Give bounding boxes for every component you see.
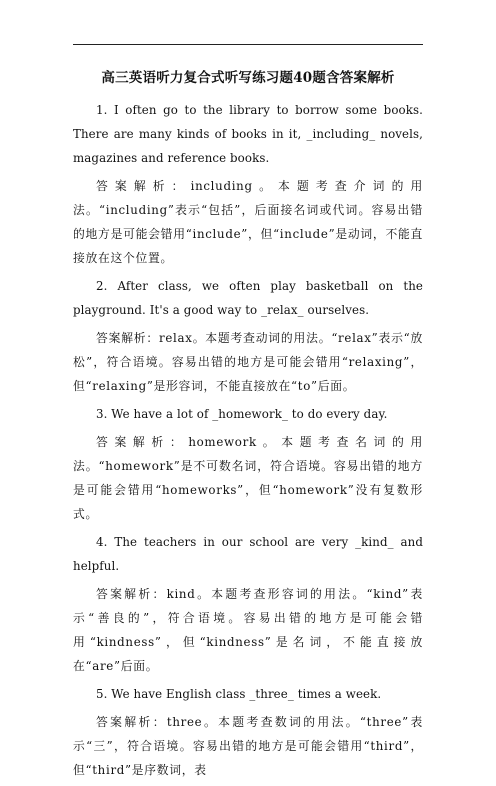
question-1: 1. I often go to the library to borrow some books. There are many kinds of books in it, _including_ novels, magazines and reference books. <box>73 103 423 165</box>
header-rule <box>73 44 423 45</box>
question-4: 4. The teachers in our school are very _kind_ and helpful. <box>73 535 423 573</box>
answer-4: 答案解析：kind。本题考查形容词的用法。“kind”表示“善良的”，符合语境。容易出错的地方是可能会错用“kindness”，但“kindness”是名词，不能直接放在“are”后面。 <box>73 587 423 673</box>
question-5: 5. We have English class _three_ times a week. <box>96 687 382 701</box>
answer-2: 答案解析：relax。本题考查动词的用法。“relax”表示“放松”，符合语境。容易出错的地方是可能会错用“relaxing”，但“relaxing”是形容词，不能直接放在“to”后面。 <box>73 331 423 393</box>
document-title: 高三英语听力复合式听写练习题40题含答案解析 <box>101 70 395 86</box>
answer-3: 答案解析：homework。本题考查名词的用法。“homework”是不可数名词，符合语境。容易出错的地方是可能会错用“homeworks”，但“homework”没有复数形式。 <box>73 435 423 521</box>
answer-1: 答案解析：including。本题考查介词的用法。“including”表示“包括”，后面接名词或代词。容易出错的地方是可能会错用“include”，但“include”是动词，不能直接放在这个位置。 <box>73 179 423 265</box>
question-2: 2. After class, we often play basketball on the playground. It's a good way to _relax_ ourselves. <box>73 279 423 317</box>
answer-5: 答案解析：three。本题考查数词的用法。“three”表示“三”，符合语境。容易出错的地方是可能会错用“third”，但“third”是序数词，表 <box>73 715 423 777</box>
question-3: 3. We have a lot of _homework_ to do every day. <box>96 407 388 421</box>
document-body <box>73 98 423 786</box>
